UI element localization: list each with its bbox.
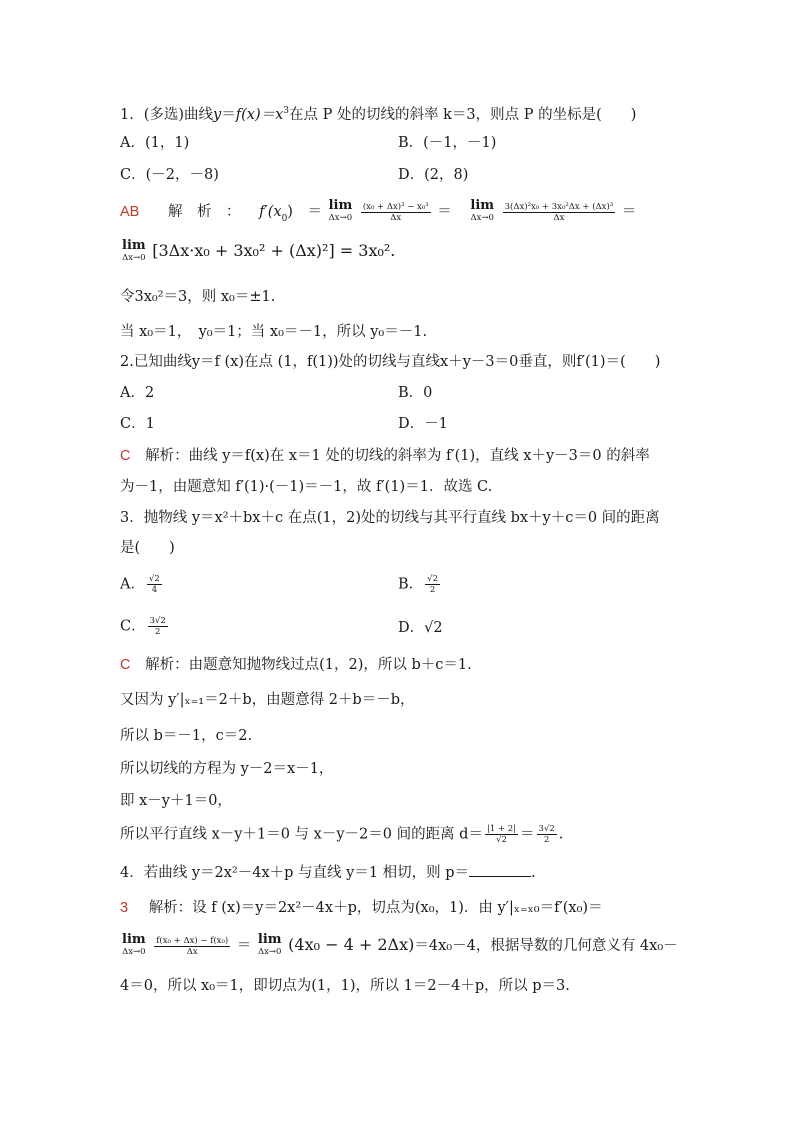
q4-limit-1: [122, 934, 146, 958]
q3-answer: C: [120, 657, 131, 673]
q1-jiexi-label: 解 析 ：: [167, 204, 241, 220]
q3-solution-line4: 所以切线的方程为 y－2＝x－1，: [120, 761, 334, 777]
q1-eq3: ＝: [621, 204, 637, 220]
lim-under: Δx→0: [328, 213, 353, 223]
frac-den: √2: [496, 835, 507, 845]
frac-den: 4: [151, 585, 158, 595]
q4-limit-2: [258, 934, 282, 958]
q4-fraction: [154, 936, 230, 957]
q3-distance-frac2: [537, 824, 557, 845]
q3-option-b: [398, 574, 442, 595]
q4-solution-text1: 解析：设 f (x)＝y＝2x²－4x＋p，切点为(x₀，1)．由 y′|ₓ₌ₓ₀＝f′(x₀)＝: [148, 900, 603, 916]
q4-stem-text: 4．若曲线 y＝2x²－4x＋p 与直线 y＝1 相切，则 p＝: [120, 865, 470, 881]
q3-option-a-label: A．: [120, 576, 145, 593]
q1-option-a: A．(1，1): [120, 135, 190, 151]
frac-num: √2: [427, 574, 438, 584]
q1-stem-eq: ＝: [221, 107, 236, 123]
q3-stem-line2: 是( ): [120, 540, 175, 556]
frac-num: f(x₀ + Δx) − f(x₀): [156, 935, 229, 946]
q2-stem: 2.已知曲线y＝f (x)在点 (1，f(1))处的切线与直线x＋y－3＝0垂直，则f′(1)＝( ): [120, 354, 661, 370]
q1-stem-var: y: [213, 107, 222, 123]
q3-solution-line3: 所以 b＝－1，c＝2.: [120, 728, 253, 744]
q2-option-b: B．0: [398, 385, 433, 401]
frac-den: Δx: [390, 212, 402, 223]
lim-word: lim: [470, 198, 495, 213]
q3-option-c: [120, 616, 170, 637]
frac-den: Δx: [186, 946, 198, 957]
q1-solution-line4: 当 x₀＝1， y₀＝1；当 x₀＝－1，所以 y₀＝－1.: [120, 324, 428, 340]
q1-eq1: ) ＝: [287, 204, 322, 220]
q1-limit-expression: [3Δx·x₀ + 3x₀² + (Δx)²] = 3x₀².: [152, 241, 396, 260]
q3-option-d: D．√2: [398, 620, 443, 636]
frac-den: 2: [429, 585, 436, 595]
q1-option-d: D．(2，8): [398, 167, 469, 183]
q3-period: .: [558, 826, 564, 843]
frac-num: √2: [148, 574, 160, 584]
frac-den: 2: [543, 835, 550, 845]
q1-sub0: 0: [281, 214, 288, 224]
q2-solution-line1: [120, 446, 650, 466]
q1-limit-1: [329, 200, 353, 224]
q4-eq: ＝: [236, 938, 252, 954]
q1-fraction-2: [503, 202, 616, 223]
q4-limit-expression: (4x₀ − 4 + 2Δx): [288, 935, 415, 954]
q1-option-c: C．(－2，－8): [120, 167, 219, 183]
q3-solution-text1: 解析：由题意知抛物线过点(1，2)，所以 b＋c＝1.: [145, 657, 472, 673]
q2-option-d: D．－1: [398, 416, 448, 432]
q1-derivative: f′(x: [259, 204, 282, 220]
frac-num: 3(Δx)²x₀ + 3x₀²Δx + (Δx)³: [504, 201, 614, 212]
q1-stem-exp: 3: [283, 106, 290, 116]
frac-den: 2: [155, 627, 161, 637]
q3-stem-line1: 3．抛物线 y＝x²＋bx＋c 在点(1，2)处的切线与其平行直线 bx＋y＋c＝0 间的距离: [120, 510, 660, 526]
frac-den: Δx: [553, 212, 565, 223]
q1-stem-fx: (x)＝x: [241, 107, 284, 123]
q1-stem-rest: 在点 P 处的切线的斜率 k＝3，则点 P 的坐标是( ): [289, 107, 637, 123]
q4-stem: [120, 862, 536, 883]
q3-option-a: [120, 574, 164, 595]
lim-word: lim: [257, 932, 282, 947]
q3-eq: ＝: [520, 826, 535, 843]
q4-stem-end: .: [531, 865, 536, 881]
q3-option-b-label: B．: [398, 576, 424, 593]
q3-solution-line6: [120, 824, 563, 845]
q1-stem-f: f: [235, 107, 242, 123]
q1-solution-line2: [120, 240, 395, 264]
q3-solution-line2: 又因为 y′|ₓ₌₁＝2＋b，由题意得 2＋b＝－b，: [120, 692, 415, 708]
q2-solution-text1: 解析：曲线 y＝f(x)在 x＝1 处的切线的斜率为 f′(1)，直线 x＋y－3＝0 的斜率: [145, 448, 650, 464]
lim-word: lim: [328, 198, 353, 213]
q3-solution-line1: [120, 655, 472, 675]
q1-fraction-1: [361, 202, 431, 223]
q1-stem: [120, 101, 636, 125]
q4-solution-line2: [120, 934, 678, 958]
q4-answer-blank[interactable]: [469, 862, 531, 877]
lim-under: Δx→0: [122, 947, 146, 957]
frac-num: 3√2: [538, 824, 555, 834]
q1-solution-line3: 令3x₀²＝3，则 x₀＝±1.: [120, 289, 276, 305]
q3-option-a-frac: [147, 574, 162, 595]
q3-option-b-frac: [425, 574, 440, 595]
lim-under: Δx→0: [258, 947, 282, 957]
q2-option-c: C．1: [120, 416, 155, 432]
q1-eq2: ＝: [437, 204, 452, 220]
q1-option-b: B．(－1，－1): [398, 135, 497, 151]
q4-answer: 3: [120, 900, 129, 916]
q4-solution-line1: [120, 898, 603, 918]
q3-solution-text6: 所以平行直线 x－y＋1＝0 与 x－y－2＝0 间的距离 d＝: [120, 826, 483, 843]
frac-num: (x₀ + Δx)³ − x₀³: [362, 201, 429, 212]
lim-under: Δx→0: [470, 213, 494, 223]
frac-num: |1 + 2|: [486, 824, 517, 834]
q1-answer: AB: [120, 204, 140, 220]
q3-option-c-label: C．: [120, 618, 146, 635]
q1-limit-2: [470, 200, 494, 224]
lim-under: Δx→0: [122, 253, 146, 263]
q4-solution-text2: ＝4x₀－4，根据导数的几何意义有 4x₀－: [414, 938, 678, 954]
q3-option-c-frac: [148, 616, 168, 637]
lim-word: lim: [122, 238, 146, 253]
lim-word: lim: [122, 932, 146, 947]
q1-stem-text: 1．(多选)曲线: [120, 107, 214, 123]
frac-num: 3√2: [149, 616, 166, 626]
q1-limit-3: [122, 240, 146, 264]
q4-solution-line3: 4＝0，所以 x₀＝1，即切点为(1，1)，所以 1＝2－4＋p，所以 p＝3.: [120, 978, 570, 994]
q1-solution-line1: [120, 200, 636, 229]
q2-solution-line2: 为－1，由题意知 f′(1)·(－1)＝－1，故 f′(1)＝1．故选 C.: [120, 479, 493, 495]
q2-option-a: A．2: [120, 385, 155, 401]
q3-solution-line5: 即 x－y＋1＝0，: [120, 793, 232, 809]
q3-distance-frac1: [485, 824, 518, 845]
q2-answer: C: [120, 448, 131, 464]
